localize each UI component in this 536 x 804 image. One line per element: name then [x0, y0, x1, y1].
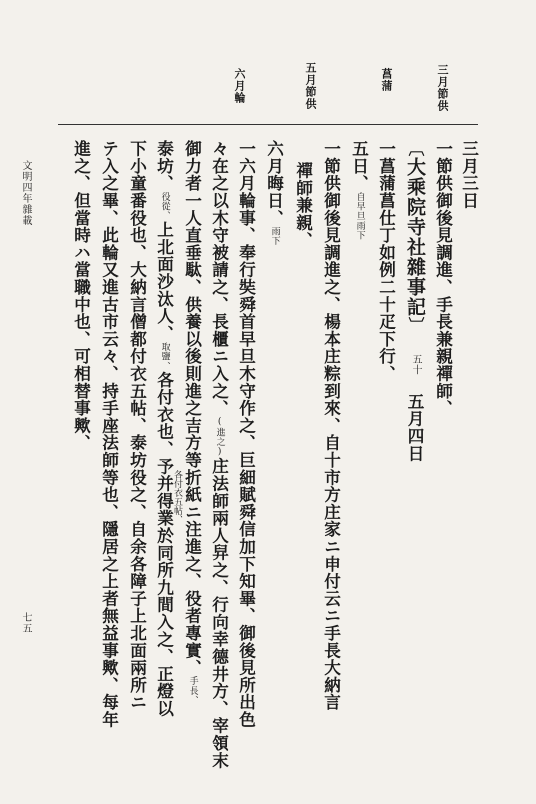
source-title: 大乘院寺社雜事記 — [404, 156, 426, 317]
interlinear-annotation: 各付衣五帖、 — [172, 470, 182, 524]
book-title-footer: 文明四年雜載 — [20, 160, 31, 226]
text-segment: 上北面沙汰人、 — [154, 221, 175, 343]
text-column-14: テ入之畢、此輪又進古市云々、持手座法師等也、隱居之上者無益事歟、每年 — [99, 140, 120, 729]
weather-note-1: 自早 — [354, 191, 365, 212]
date-may-5: 五日、 — [349, 140, 370, 192]
text-column-2: 一節供御後見調進、手長兼親禪師、 — [433, 140, 454, 417]
date-may-4: 五月四日 — [405, 392, 425, 463]
inline-annotation: (進之) — [214, 416, 225, 458]
inline-annotation: 手長、 — [187, 676, 198, 706]
text-column-11 — [184, 140, 201, 705]
text-column-10 — [211, 140, 228, 769]
text-column-9: 一六月輪事、奉行奘舜首早旦木守作之、巨細賦舜信加下知畢、御後見所出色 — [236, 140, 257, 729]
text-column-7: 禪師兼親、 — [293, 162, 314, 249]
text-column-1: 三月三日 — [459, 140, 480, 210]
text-column-4: 一菖蒲菖仕丁如例二十疋下行、 — [376, 140, 397, 383]
page-number: 七五 — [20, 612, 31, 634]
text-segment: 庄法師兩人舁之、行向幸德井方、宰領末 — [209, 457, 230, 770]
weather-note-2: 旦雨下 — [354, 211, 365, 241]
source-volume: 五十 — [410, 354, 421, 376]
date-june-last: 六月晦日、 — [264, 140, 285, 227]
text-column-8 — [266, 140, 283, 246]
header-rule — [58, 124, 478, 125]
header-heading-march: 三月節供 — [436, 64, 449, 112]
text-column-5 — [351, 140, 368, 240]
text-segment: 々在之以木守被請之、長櫃ニ入之、 — [209, 140, 230, 417]
header-heading-may: 五月節供 — [304, 62, 317, 110]
header-heading-june: 六月輪 — [233, 68, 246, 104]
text-segment: 御力者一人直垂駄、供養以後則進之吉方等折紙ニ注進之、役者專實、 — [182, 140, 203, 677]
text-segment: 各付衣也、予并得業於同所九間入之、正燈以 — [154, 371, 175, 718]
text-column-15: 進之、但當時ハ當職中也、可相替事歟、 — [71, 140, 92, 452]
inline-annotation: 役從、 — [159, 191, 170, 222]
text-column-13: 下小童番役也、大納言僧都付衣五帖、泰坊役之、自余各障子上北面兩所ニ — [127, 140, 148, 711]
weather-note-3: 雨下 — [269, 226, 280, 246]
text-column-3: 〔大乘院寺社雜事記〕 五十 五月四日 — [404, 140, 426, 463]
header-heading-iris: 菖蒲 — [380, 68, 393, 92]
inline-annotation: 取鹽、 — [159, 342, 170, 372]
text-segment: 泰坊、 — [154, 140, 175, 192]
text-column-6: 一節供御後見調進之、楊本庄粽到來、自十市方庄家ニ申付云ニ手長大納言 — [321, 140, 342, 711]
text-column-12 — [156, 140, 173, 717]
